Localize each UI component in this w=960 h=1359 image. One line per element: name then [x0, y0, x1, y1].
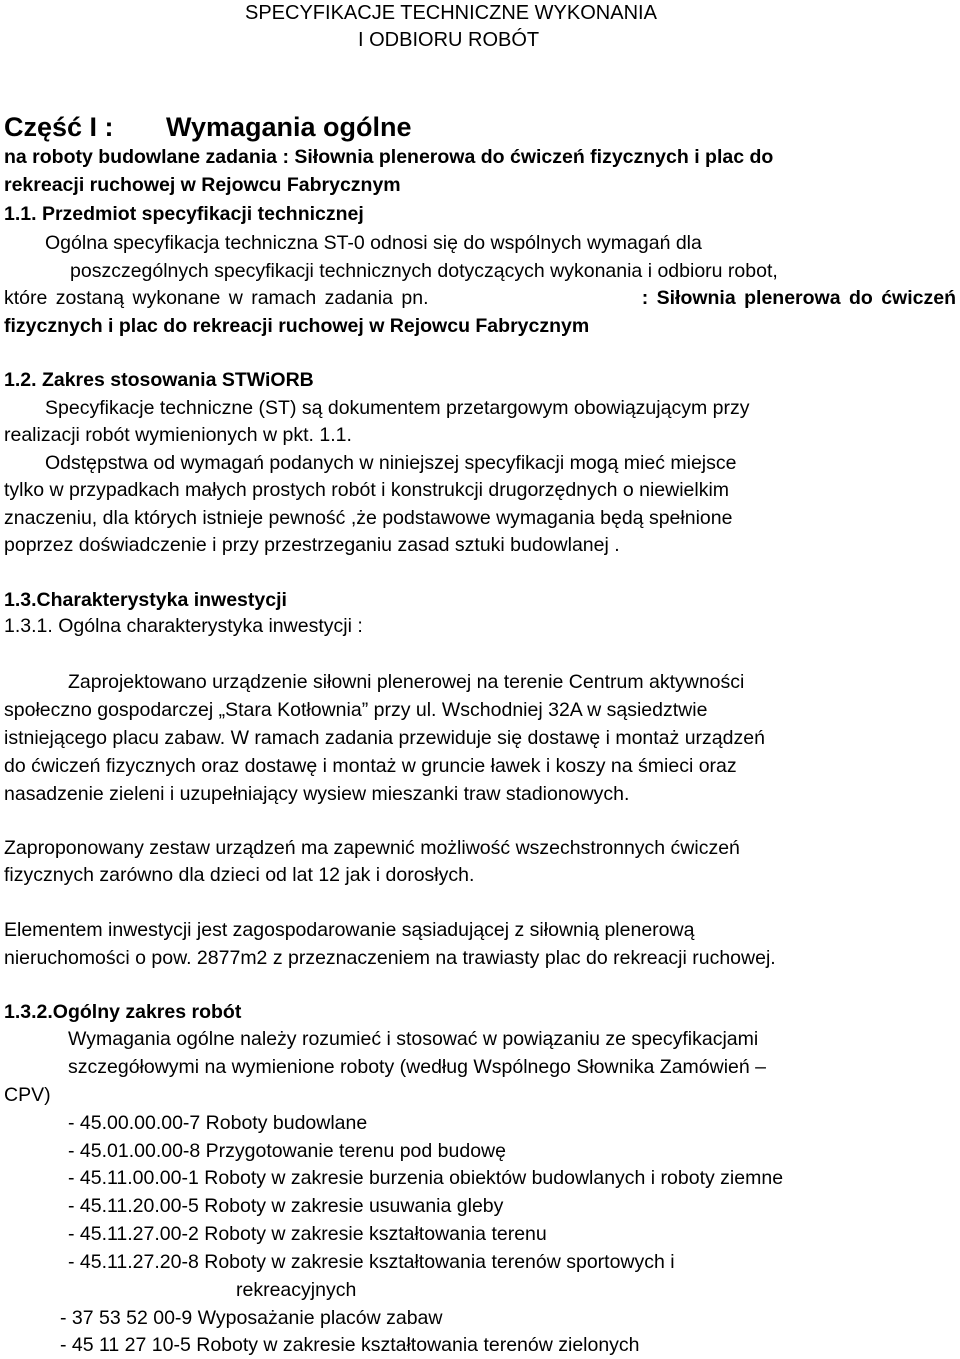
section-1-3-1-paragraph-1-line-4: do ćwiczeń fizycznych oraz dostawę i montaż w gruncie ławek i koszy na śmieci oraz: [4, 755, 737, 777]
part-label: Część I :: [4, 112, 114, 142]
document-title-line-2: I ODBIORU ROBÓT: [358, 29, 540, 51]
section-1-1-line-3-text: które zostaną wykonane w ramach zadania pn.: [4, 287, 429, 309]
section-1-2-line-4: tylko w przypadkach małych prostych robót i konstrukcji drugorzędnych o niewielkim: [4, 479, 730, 501]
section-1-2-line-5: znaczeniu, dla których istnieje pewność ,że podstawowe wymagania będą spełnione: [4, 507, 733, 529]
section-1-3-1-heading: 1.3.1. Ogólna charakterystyka inwestycji :: [4, 615, 363, 637]
section-1-3-2-line-2: szczegółowymi na wymienione roboty (według Wspólnego Słownika Zamówień –: [68, 1056, 766, 1078]
section-1-2-line-1: Specyfikacje techniczne (ST) są dokumentem przetargowym obowiązującym przy: [45, 397, 750, 419]
section-1-3-1-paragraph-1-line-1: Zaprojektowano urządzenie siłowni plenerowej na terenie Centrum aktywności: [68, 671, 745, 693]
section-1-2-line-2: realizacji robót wymienionych w pkt. 1.1.: [4, 424, 352, 446]
part-name: Wymagania ogólne: [166, 112, 412, 142]
cpv-list-item: - 45 11 27 10-5 Roboty w zakresie kształtowania terenów zielonych: [60, 1334, 640, 1356]
document-title-line-1: SPECYFIKACJE TECHNICZNE WYKONANIA: [245, 2, 657, 24]
section-1-3-heading: 1.3.Charakterystyka inwestycji: [4, 589, 287, 611]
section-1-3-1-paragraph-1-line-5: nasadzenie zieleni i uzupełniający wysiew mieszanki traw stadionowych.: [4, 783, 630, 805]
cpv-list-item: - 45.01.00.00-8 Przygotowanie terenu pod budowę: [68, 1140, 506, 1162]
section-1-3-2-line-1: Wymagania ogólne należy rozumieć i stosować w powiązaniu ze specyfikacjami: [68, 1028, 759, 1050]
section-1-1-heading: 1.1. Przedmiot specyfikacji technicznej: [4, 203, 364, 225]
section-1-2-line-6: poprzez doświadczenie i przy przestrzeganiu zasad sztuki budowlanej .: [4, 534, 620, 556]
cpv-list-item: - 45.11.20.00-5 Roboty w zakresie usuwania gleby: [68, 1195, 504, 1217]
section-1-2-line-3: Odstępstwa od wymagań podanych w niniejszej specyfikacji mogą mieć miejsce: [45, 452, 737, 474]
part-subtitle-line-2: rekreacji ruchowej w Rejowcu Fabrycznym: [4, 174, 401, 196]
section-1-3-1-paragraph-2-line-2: fizycznych zarówno dla dzieci od lat 12 jak i dorosłych.: [4, 864, 475, 886]
section-1-2-heading: 1.2. Zakres stosowania STWiORB: [4, 369, 314, 391]
section-1-3-1-paragraph-1-line-3: istniejącego placu zabaw. W ramach zadania przewiduje się dostawę i montaż urządzeń: [4, 727, 765, 749]
section-1-3-1-paragraph-3-line-1: Elementem inwestycji jest zagospodarowanie sąsiadującej z siłownią plenerową: [4, 919, 695, 941]
cpv-list-item: - 45.00.00.00-7 Roboty budowlane: [68, 1112, 368, 1134]
section-1-1-task-name-part-1: : Siłownia plenerowa do ćwiczeń: [641, 287, 956, 309]
cpv-list-item: - 45.11.27.00-2 Roboty w zakresie kształtowania terenu: [68, 1223, 547, 1245]
section-1-3-2-heading: 1.3.2.Ogólny zakres robót: [4, 1001, 242, 1023]
cpv-list-item: - 45.11.00.00-1 Roboty w zakresie burzenia obiektów budowlanych i roboty ziemne: [68, 1167, 784, 1189]
cpv-list-item-continuation: rekreacyjnych: [236, 1279, 357, 1301]
section-1-1-line-3: [4, 284, 956, 312]
section-1-3-2-line-3: CPV): [4, 1084, 51, 1106]
section-1-1-task-name-part-2: fizycznych i plac do rekreacji ruchowej w Rejowcu Fabrycznym: [4, 315, 590, 337]
section-1-1-line-2: poszczególnych specyfikacji technicznych dotyczących wykonania i odbioru robot,: [70, 260, 778, 282]
cpv-list-item: - 37 53 52 00-9 Wyposażanie placów zabaw: [60, 1307, 443, 1329]
part-subtitle-line-1: na roboty budowlane zadania : Siłownia plenerowa do ćwiczeń fizycznych i plac do: [4, 146, 774, 168]
section-1-3-1-paragraph-2-line-1: Zaproponowany zestaw urządzeń ma zapewnić możliwość wszechstronnych ćwiczeń: [4, 837, 740, 859]
cpv-list-item: - 45.11.27.20-8 Roboty w zakresie kształtowania terenów sportowych i: [68, 1251, 675, 1273]
section-1-3-1-paragraph-1-line-2: społeczno gospodarczej „Stara Kotłownia” przy ul. Wschodniej 32A w sąsiedztwie: [4, 699, 708, 721]
section-1-1-line-1: Ogólna specyfikacja techniczna ST-0 odnosi się do wspólnych wymagań dla: [45, 232, 702, 254]
section-1-3-1-paragraph-3-line-2: nieruchomości o pow. 2877m2 z przeznaczeniem na trawiasty plac do rekreacji ruchowej.: [4, 947, 776, 969]
